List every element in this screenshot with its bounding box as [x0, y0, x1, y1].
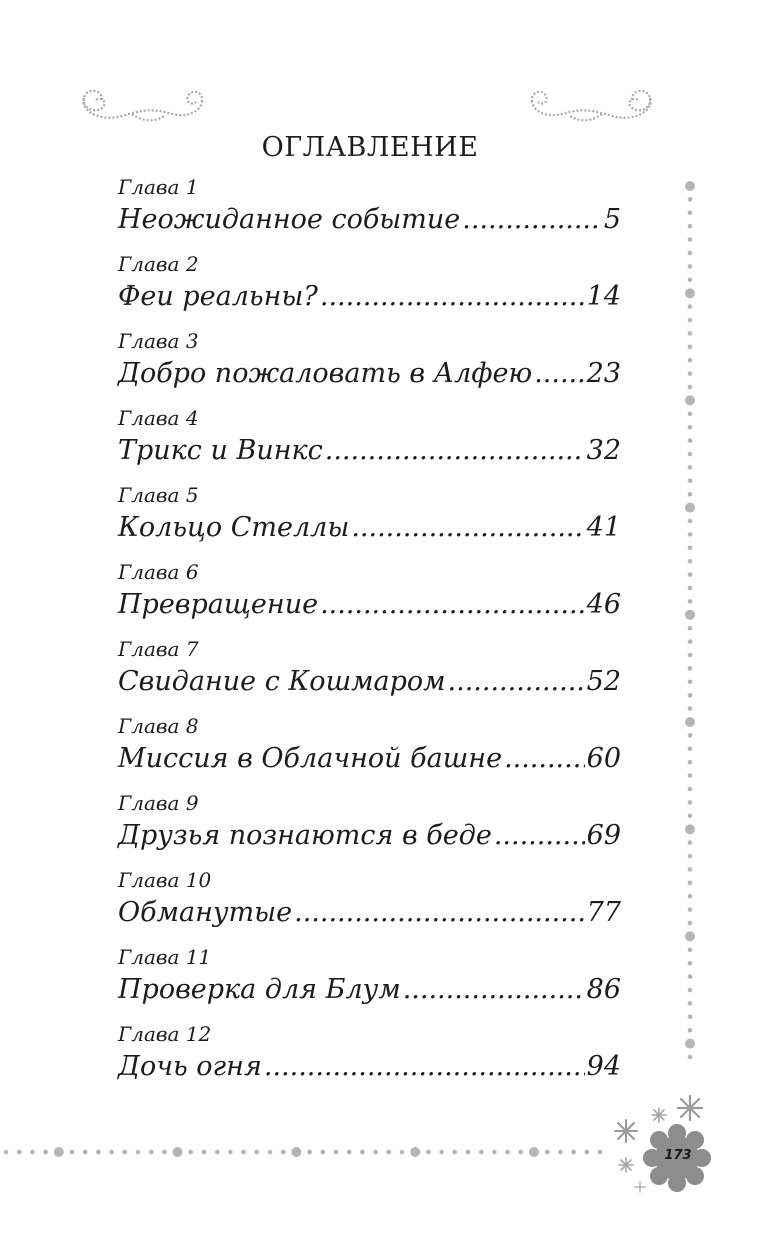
- small-dot: [688, 278, 693, 283]
- small-dot: [162, 1150, 167, 1155]
- small-dot: [347, 1150, 352, 1155]
- small-dot: [688, 666, 693, 671]
- small-dot: [453, 1150, 458, 1155]
- small-dot: [688, 760, 693, 765]
- small-dot: [688, 358, 693, 363]
- chapter-page-number: 77: [586, 897, 621, 928]
- chapter-page-number: 60: [586, 743, 621, 774]
- chapter-line: [118, 664, 621, 700]
- large-dot: [291, 1147, 301, 1157]
- small-dot: [585, 1150, 590, 1155]
- chapter-label: Глава 4: [118, 406, 199, 430]
- toc-entry: [118, 944, 621, 1021]
- small-dot: [321, 1150, 326, 1155]
- large-dot: [685, 717, 695, 727]
- small-dot: [96, 1150, 101, 1155]
- chapter-page-number: 14: [586, 281, 621, 312]
- chapter-page-number: 46: [586, 589, 621, 620]
- toc-entry: [118, 867, 621, 944]
- toc-entry: [118, 790, 621, 867]
- toc-entry: [118, 328, 621, 405]
- chapter-page-number: 52: [586, 666, 621, 697]
- sparkle-icon: [635, 1182, 645, 1192]
- chapter-page-number: 94: [586, 1051, 621, 1082]
- small-dot: [688, 237, 693, 242]
- small-dot: [254, 1150, 259, 1155]
- toc-entry: [118, 251, 621, 328]
- small-dot: [189, 1150, 194, 1155]
- small-dot: [136, 1150, 141, 1155]
- small-dot: [688, 747, 693, 752]
- large-dot: [685, 1039, 695, 1049]
- small-dot: [268, 1150, 273, 1155]
- chapter-title: Обманутые: [118, 897, 293, 928]
- small-dot: [426, 1150, 431, 1155]
- small-dot: [479, 1150, 484, 1155]
- chapter-page-number: 86: [586, 974, 621, 1005]
- chapter-title: Миссия в Облачной башне: [118, 743, 503, 774]
- chapter-page-number: 69: [586, 820, 621, 851]
- toc-entry: [118, 559, 621, 636]
- toc-entry: [118, 1021, 621, 1098]
- left-swirl-ornament: [72, 78, 212, 128]
- small-dot: [17, 1150, 22, 1155]
- chapter-label: Глава 6: [118, 560, 199, 584]
- chapter-title: Дочь огня: [118, 1051, 262, 1082]
- chapter-label: Глава 12: [118, 1022, 212, 1046]
- small-dot: [307, 1150, 312, 1155]
- small-dot: [688, 1028, 693, 1033]
- dot-leader: [462, 202, 602, 238]
- small-dot: [688, 452, 693, 457]
- large-dot: [685, 931, 695, 941]
- small-dot: [688, 974, 693, 979]
- toc-entry: [118, 482, 621, 559]
- large-dot: [685, 181, 695, 191]
- table-of-contents: [118, 174, 621, 1098]
- small-dot: [688, 840, 693, 845]
- small-dot: [688, 345, 693, 350]
- dot-leader: [294, 895, 585, 931]
- small-dot: [688, 814, 693, 819]
- small-dot: [688, 733, 693, 738]
- sparkle-icon: [619, 1158, 633, 1172]
- vertical-dot-border: [680, 180, 700, 1080]
- large-dot: [685, 610, 695, 620]
- small-dot: [688, 479, 693, 484]
- chapter-label: Глава 8: [118, 714, 199, 738]
- small-dot: [688, 438, 693, 443]
- small-dot: [688, 572, 693, 577]
- small-dot: [688, 559, 693, 564]
- small-dot: [360, 1150, 365, 1155]
- large-dot: [529, 1147, 539, 1157]
- small-dot: [688, 693, 693, 698]
- small-dot: [688, 787, 693, 792]
- chapter-title: Феи реальны?: [118, 281, 318, 312]
- small-dot: [373, 1150, 378, 1155]
- small-dot: [688, 197, 693, 202]
- small-dot: [688, 492, 693, 497]
- small-dot: [571, 1150, 576, 1155]
- chapter-title: Проверка для Блум: [118, 974, 401, 1005]
- small-dot: [545, 1150, 550, 1155]
- small-dot: [688, 519, 693, 524]
- dot-leader: [320, 279, 585, 315]
- small-dot: [688, 304, 693, 309]
- dot-leader: [320, 587, 585, 623]
- chapter-line: [118, 279, 621, 315]
- small-dot: [688, 907, 693, 912]
- small-dot: [688, 465, 693, 470]
- chapter-line: [118, 741, 621, 777]
- chapter-label: Глава 10: [118, 868, 212, 892]
- chapter-page-number: 23: [586, 358, 621, 389]
- small-dot: [688, 318, 693, 323]
- chapter-line: [118, 510, 621, 546]
- small-dot: [688, 948, 693, 953]
- small-dot: [281, 1150, 286, 1155]
- small-dot: [215, 1150, 220, 1155]
- chapter-label: Глава 1: [118, 175, 199, 199]
- dot-leader: [351, 510, 584, 546]
- dot-leader: [264, 1049, 585, 1085]
- small-dot: [598, 1150, 603, 1155]
- small-dot: [688, 639, 693, 644]
- small-dot: [558, 1150, 563, 1155]
- small-dot: [83, 1150, 88, 1155]
- small-dot: [688, 706, 693, 711]
- small-dot: [228, 1150, 233, 1155]
- large-dot: [410, 1147, 420, 1157]
- chapter-line: [118, 433, 621, 469]
- small-dot: [688, 867, 693, 872]
- chapter-title: Добро пожаловать в Алфею: [118, 358, 533, 389]
- small-dot: [202, 1150, 207, 1155]
- large-dot: [54, 1147, 64, 1157]
- right-swirl-ornament: [522, 78, 662, 128]
- small-dot: [688, 371, 693, 376]
- sparkle-icon: [678, 1096, 702, 1120]
- small-dot: [688, 1055, 693, 1060]
- chapter-line: [118, 1049, 621, 1085]
- chapter-title: Превращение: [118, 589, 319, 620]
- small-dot: [688, 961, 693, 966]
- small-dot: [688, 532, 693, 537]
- small-dot: [466, 1150, 471, 1155]
- chapter-page-number: 5: [603, 204, 621, 235]
- small-dot: [241, 1150, 246, 1155]
- small-dot: [688, 251, 693, 256]
- chapter-page-number: 32: [586, 435, 621, 466]
- chapter-line: [118, 356, 621, 392]
- small-dot: [123, 1150, 128, 1155]
- large-dot: [173, 1147, 183, 1157]
- small-dot: [688, 425, 693, 430]
- small-dot: [688, 1015, 693, 1020]
- small-dot: [688, 264, 693, 269]
- small-dot: [688, 680, 693, 685]
- small-dot: [30, 1150, 35, 1155]
- small-dot: [688, 412, 693, 417]
- large-dot: [685, 824, 695, 834]
- dot-leader: [494, 818, 585, 854]
- dot-leader: [448, 664, 585, 700]
- small-dot: [688, 653, 693, 658]
- small-dot: [149, 1150, 154, 1155]
- small-dot: [688, 586, 693, 591]
- chapter-label: Глава 3: [118, 329, 199, 353]
- small-dot: [439, 1150, 444, 1155]
- large-dot: [685, 288, 695, 298]
- small-dot: [688, 921, 693, 926]
- toc-entry: [118, 405, 621, 482]
- dot-leader: [403, 972, 585, 1008]
- sparkle-icon: [615, 1120, 637, 1142]
- small-dot: [688, 854, 693, 859]
- small-dot: [400, 1150, 405, 1155]
- dot-leader: [504, 741, 585, 777]
- small-dot: [387, 1150, 392, 1155]
- small-dot: [688, 894, 693, 899]
- small-dot: [688, 1001, 693, 1006]
- small-dot: [43, 1150, 48, 1155]
- page-title: ОГЛАВЛЕНИЕ: [261, 132, 479, 163]
- small-dot: [688, 224, 693, 229]
- small-dot: [688, 800, 693, 805]
- small-dot: [688, 988, 693, 993]
- chapter-page-number: 41: [586, 512, 621, 543]
- chapter-title: Трикс и Винкс: [118, 435, 323, 466]
- chapter-title: Друзья познаются в беде: [118, 820, 492, 851]
- small-dot: [505, 1150, 510, 1155]
- small-dot: [688, 773, 693, 778]
- small-dot: [688, 385, 693, 390]
- small-dot: [492, 1150, 497, 1155]
- chapter-line: [118, 587, 621, 623]
- large-dot: [685, 395, 695, 405]
- small-dot: [688, 546, 693, 551]
- sparkle-icon: [652, 1108, 666, 1122]
- small-dot: [688, 626, 693, 631]
- small-dot: [70, 1150, 75, 1155]
- chapter-line: [118, 202, 621, 238]
- chapter-label: Глава 7: [118, 637, 199, 661]
- dot-leader: [534, 356, 584, 392]
- dot-leader: [325, 433, 585, 469]
- small-dot: [109, 1150, 114, 1155]
- chapter-label: Глава 11: [118, 945, 212, 969]
- chapter-title: Неожиданное событие: [118, 204, 461, 235]
- horizontal-dot-border: [0, 1142, 610, 1162]
- toc-entry: [118, 636, 621, 713]
- toc-entry: [118, 174, 621, 251]
- page-number-flower-badge: [610, 1088, 720, 1198]
- small-dot: [4, 1150, 9, 1155]
- small-dot: [688, 881, 693, 886]
- toc-entry: [118, 713, 621, 790]
- page-number: 173: [664, 1148, 692, 1163]
- chapter-label: Глава 9: [118, 791, 199, 815]
- small-dot: [688, 599, 693, 604]
- chapter-line: [118, 895, 621, 931]
- large-dot: [685, 503, 695, 513]
- chapter-label: Глава 5: [118, 483, 199, 507]
- small-dot: [334, 1150, 339, 1155]
- chapter-line: [118, 972, 621, 1008]
- small-dot: [519, 1150, 524, 1155]
- small-dot: [688, 331, 693, 336]
- chapter-line: [118, 818, 621, 854]
- chapter-title: Свидание с Кошмаром: [118, 666, 446, 697]
- chapter-title: Кольцо Стеллы: [118, 512, 350, 543]
- chapter-label: Глава 2: [118, 252, 199, 276]
- small-dot: [688, 211, 693, 216]
